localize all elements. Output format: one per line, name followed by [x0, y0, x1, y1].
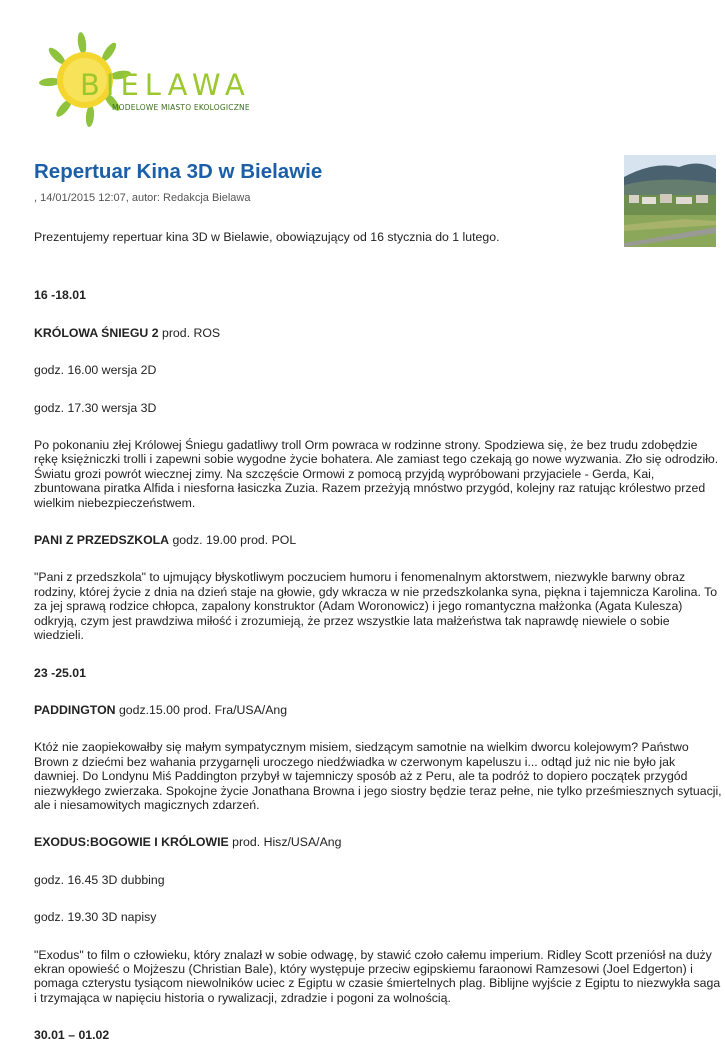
repertoire-list [34, 288, 722, 1042]
repertoire-paragraph [34, 401, 722, 415]
repertoire-paragraph [34, 326, 722, 340]
paragraph-text: godz. 17.30 wersja 3D [34, 400, 157, 415]
article-meta: , 14/01/2015 12:07, autor: Redakcja Bielawa [34, 192, 251, 204]
paragraph-text: godz.15.00 prod. Fra/USA/Ang [115, 702, 288, 717]
paragraph-bold-lead: 23 -25.01 [34, 665, 86, 680]
repertoire-paragraph [34, 873, 722, 887]
paragraph-bold-lead: 30.01 – 01.02 [34, 1028, 110, 1043]
paragraph-text: prod. ROS [158, 325, 221, 340]
repertoire-paragraph [34, 835, 722, 849]
logo-tagline: MODELOWE MIASTO EKOLOGICZNE [112, 103, 250, 112]
paragraph-text: "Pani z przedszkola" to ujmujący błyskotliwym poczuciem humoru i fenomenalnym aktorstwem, niezwykle barwny obraz rodziny, której życie z dnia na dzień staje na głowie, gdy wkracza w nie przedszkolanka syna, piękna i tajemnicza Karolina. To za jej sprawą rodzice chłopca, zapalony konstruktor (Adam Woronowicz) i jego romantyczna małżonka (Agata Kulesza) odkryją, czym jest prawdziwa miłość i zrozumieją, że przez wszystkie lata małżeństwa tak naprawdę niewiele o sobie wiedzieli. [34, 570, 718, 643]
paragraph-text: Któż nie zaopiekowałby się małym sympatycznym misiem, siedzącym samotnie na wielkim dworcu kolejowym? Państwo Brown z dziećmi bez wahania przygarnęli uroczego niedźwiadka w czerwonym kapeluszu i... odtąd już nic nie było jak dawniej. Do Londynu Miś Paddington przybył w tajemniczy sposób aż z Peru, ale ta podróż to dopiero początek przygód niezwykłego zwierzaka. Spokojne życie Jonathana Browna i jego siostry będzie teraz pełne, nie tylko prześmiesznych sytuacji, ale i niesamowitych magicznych zdarzeń. [34, 740, 722, 812]
paragraph-text: godz. 16.45 3D dubbing [34, 872, 165, 887]
paragraph-text: Po pokonaniu złej Królowej Śniegu gadatliwy troll Orm powraca w rodzinne strony. Spodziewa się, że bez trudu zdobędzie rękę księżniczki trolli i zapewni sobie wygodne życie bohatera. Ale zamiast tego czekają go nowe wyzwania. Zło się odrodziło. Światu grozi powrót wiecznej zimy. Na szczęście Ormowi z pomocą przyjdą wypróbowani przyjaciele - Gerda, Kai, zbuntowana piratka Alfida i niesforna łasiczka Zuzia. Razem przeżyją mnóstwo przygód, kolejny raz ratując królestwo przed wielkim niebezpieczeństwem. [34, 438, 719, 510]
repertoire-paragraph [34, 438, 722, 510]
paragraph-bold-lead: EXODUS:BOGOWIE I KRÓLOWIE [34, 835, 229, 850]
repertoire-paragraph [34, 1028, 722, 1042]
repertoire-paragraph [34, 288, 722, 302]
repertoire-paragraph [34, 533, 722, 547]
article-body [34, 230, 722, 1043]
paragraph-bold-lead: PADDINGTON [34, 702, 116, 717]
paragraph-bold-lead: 16 -18.01 [34, 288, 86, 303]
repertoire-paragraph [34, 948, 722, 1006]
repertoire-paragraph [34, 363, 722, 377]
repertoire-paragraph [34, 703, 722, 717]
repertoire-paragraph [34, 570, 722, 642]
paragraph-text: "Exodus" to film o człowieku, który znalazł w sobie odwagę, by stawić czoło całemu imperium. Ridley Scott przeniósł na duży ekran opowieść o Mojżeszu (Christian Bale), który występuje przeciw egipskiemu faraonowi Ramzesowi (Joel Edgerton) i pomaga czterystu tysiącom niewolników uciec z Egiptu w czasie śmiertelnych plag. Biblijne wyjście z Egiptu to niezwykła saga i trzymająca w napięciu historia o rywalizacji, zdradzie i pogoni za wolnością. [34, 947, 721, 1005]
repertoire-paragraph [34, 740, 722, 812]
paragraph-text: godz. 16.00 wersja 2D [34, 363, 157, 378]
paragraph-text: prod. Hisz/USA/Ang [228, 835, 342, 850]
paragraph-bold-lead: KRÓLOWA ŚNIEGU 2 [34, 325, 159, 340]
repertoire-paragraph [34, 666, 722, 680]
repertoire-paragraph [34, 910, 722, 924]
paragraph-bold-lead: PANI Z PRZEDSZKOLA [34, 533, 170, 548]
logo-wordmark: BIELAWA [80, 68, 251, 102]
paragraph-text: godz. 19.30 3D napisy [34, 910, 157, 925]
site-logo [30, 30, 255, 130]
paragraph-text: godz. 19.00 prod. POL [169, 533, 297, 548]
article-intro: Prezentujemy repertuar kina 3D w Bielawie, obowiązujący od 16 stycznia do 1 lutego. [34, 230, 500, 244]
article-title: Repertuar Kina 3D w Bielawie [34, 160, 323, 183]
